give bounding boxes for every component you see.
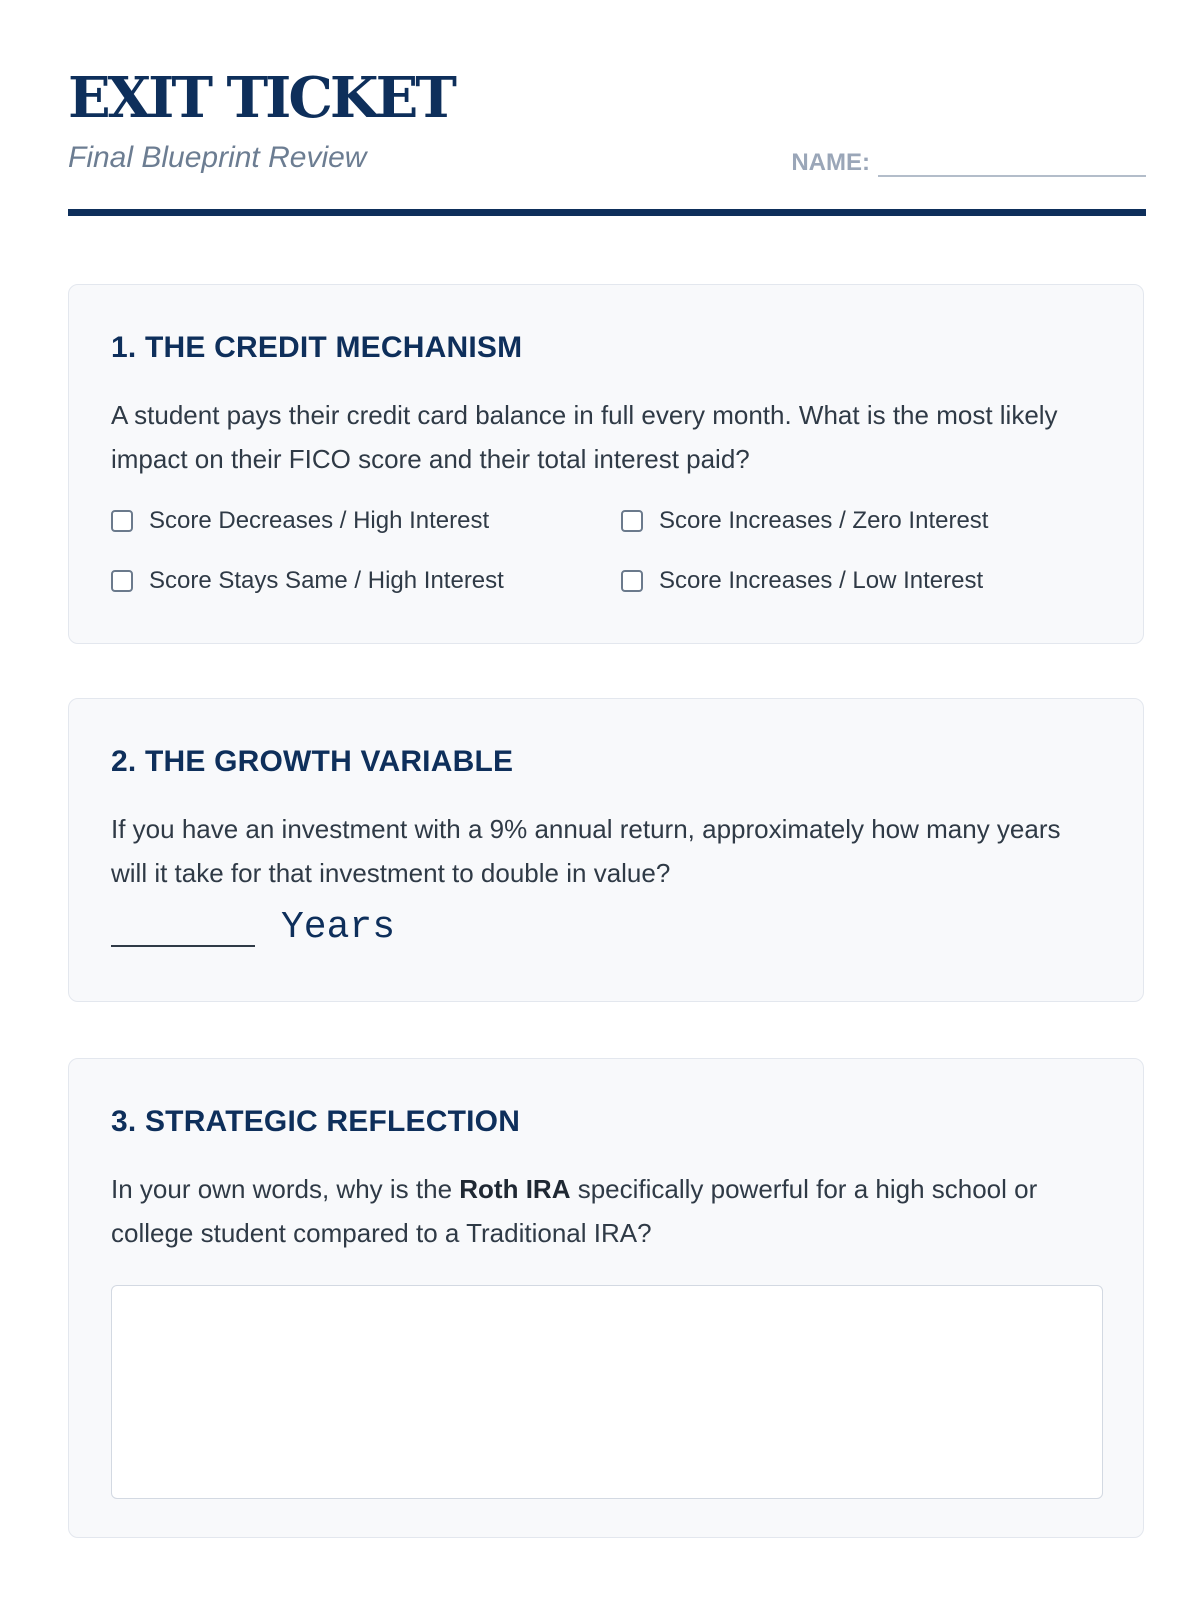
name-field [791, 149, 1146, 177]
checkbox[interactable] [111, 510, 133, 532]
option-score-decreases-high-interest[interactable] [111, 507, 489, 535]
checkbox[interactable] [621, 510, 643, 532]
checkbox[interactable] [621, 570, 643, 592]
question-prompt: If you have an investment with a 9% annual return, approximately how many years will it take for that investment to double in value? [111, 814, 1061, 888]
prompt-emphasis: Roth IRA [459, 1174, 571, 1204]
question-card-strategic-reflection [68, 1058, 1144, 1538]
question-card-credit-mechanism [68, 284, 1144, 644]
years-answer-blank[interactable] [111, 909, 255, 947]
prompt-text: In your own words, why is the [111, 1174, 460, 1204]
reflection-response-box[interactable] [111, 1285, 1103, 1499]
page-title: EXIT TICKET [68, 65, 454, 131]
option-label: Score Decreases / High Interest [149, 507, 490, 534]
option-score-increases-low-interest[interactable] [621, 567, 983, 595]
option-label: Score Increases / Zero Interest [659, 507, 989, 534]
question-title: 3. STRATEGIC REFLECTION [111, 1105, 521, 1138]
name-blank-line[interactable] [878, 151, 1146, 177]
page-subtitle: Final Blueprint Review [68, 141, 367, 174]
question-prompt: A student pays their credit card balance in full every month. What is the most likely impact on their FICO score and their total interest paid? [111, 400, 1058, 474]
option-score-increases-zero-interest[interactable] [621, 507, 988, 535]
option-label: Score Increases / Low Interest [659, 567, 984, 594]
name-label: NAME: [791, 149, 870, 176]
question-title: 1. THE CREDIT MECHANISM [111, 331, 523, 364]
option-label: Score Stays Same / High Interest [149, 567, 504, 594]
prompt-text: specifically powerful for a high school or college student compared to a Traditional IRA? [111, 1174, 1038, 1248]
question-title: 2. THE GROWTH VARIABLE [111, 745, 514, 778]
answer-row [111, 906, 396, 949]
question-card-growth-variable [68, 698, 1144, 1002]
answer-unit-label: Years [281, 906, 396, 949]
exit-ticket-page [68, 0, 1146, 1248]
page-header [68, 0, 1146, 216]
question-prompt [111, 1167, 1101, 1255]
header-divider [68, 209, 1146, 216]
option-score-stays-same-high-interest[interactable] [111, 567, 504, 595]
checkbox[interactable] [111, 570, 133, 592]
